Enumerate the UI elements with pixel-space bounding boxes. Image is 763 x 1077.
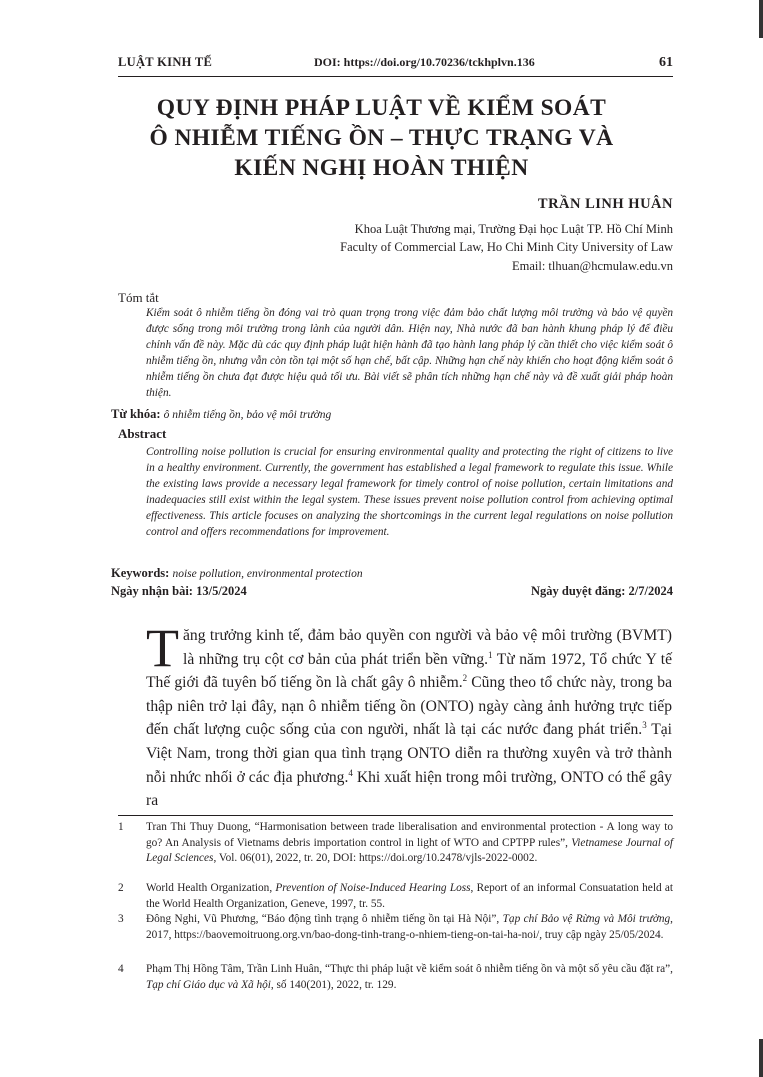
footnote-ref[interactable]: 3: [642, 720, 647, 731]
abstract-text: Controlling noise pollution is crucial for ensuring environmental quality and protecting the right of citizens to live in a healthy environment. Currently, the government has established a legal framework to regulate this issue. While the existing laws provide a necessary legal framework for timely control of noise pollution, certain limitations and inadequacies still exist within the legal system. These issues prevent noise pollution control from achieving optimal effectiveness. This article focuses on analyzing the shortcomings in the current legal regulations on noise pollution control and offers recommendations for improvement.: [146, 446, 673, 538]
summary-keywords: [111, 407, 331, 422]
body-text-segment: Tại Việt Nam, trong thời gian qua tình trạng ONTO diễn ra thường xuyên và trở thành nỗi nhức nhối ở các địa phương.: [146, 721, 672, 786]
page-number: 61: [659, 55, 673, 70]
footnote-source: Vietnamese Journal of Legal Sciences: [146, 836, 673, 864]
footnote-number: 1: [118, 821, 124, 833]
footnote: [118, 912, 673, 943]
title-line: QUY ĐỊNH PHÁP LUẬT VỀ KIỂM SOÁT: [156, 95, 607, 121]
header-rule: [118, 76, 673, 77]
abstract-heading: Abstract: [118, 426, 167, 441]
abstract-keywords: [111, 566, 363, 581]
keywords-vi: ô nhiễm tiếng ồn, bảo vệ môi trường: [163, 409, 332, 421]
journal-section: LUẬT KINH TẾ: [118, 55, 213, 69]
footnote-source: Tạp chí Bảo vệ Rừng và Môi trường: [502, 913, 671, 925]
keywords-label-en: Keywords:: [111, 566, 170, 580]
page-edge-mark: [759, 0, 763, 38]
footnote-ref[interactable]: 4: [348, 767, 353, 778]
doi[interactable]: DOI: https://doi.org/10.70236/tckhplvn.136: [314, 55, 535, 69]
footnote-number: 2: [118, 882, 124, 894]
footnote-text: , số 140(201), 2022, tr. 129.: [270, 978, 397, 991]
title-line: KIẾN NGHỊ HOÀN THIỆN: [234, 155, 529, 181]
body-paragraph: [146, 618, 672, 813]
body-text-segment: Khi xuất hiện trong môi trường, ONTO có thể gây ra: [146, 768, 672, 810]
footnote-ref[interactable]: 2: [462, 673, 468, 683]
received-date: Ngày nhận bài: 13/5/2024: [111, 584, 247, 598]
page-edge-mark: [759, 1039, 763, 1077]
footnote-text: Phạm Thị Hồng Tâm, Trần Linh Huân, “Thực thi pháp luật về kiểm soát ô nhiễm tiếng ồn và một số yêu cầu đặt ra”,: [146, 963, 673, 975]
footnote-number: 4: [118, 963, 124, 975]
body-text-segment: Cũng theo tổ chức này, trong ba thập niên trở lại đây, nạn ô nhiễm tiếng ồn (ONTO) ngày càng ảnh hưởng trực tiếp đến chất lượng cuộc sống của con người, nhất là tại các nước đang phát triển.: [146, 674, 672, 739]
author-name: TRẦN LINH HUÂN: [537, 196, 673, 212]
keywords-label-vi: Từ khóa:: [111, 407, 161, 421]
footnote: [118, 962, 673, 993]
footnote-text: , 2017, https://baovemoitruong.org.vn/bao-dong-tinh-trang-o-nhiem-tieng-on-tai-ha-noi/, truy cập ngày 25/05/2024.: [146, 913, 673, 941]
title-line: Ô NHIỄM TIẾNG ỒN – THỰC TRẠNG VÀ: [149, 125, 614, 151]
drop-cap: T: [146, 618, 179, 678]
body-text-segment: Từ năm 1972, Tổ chức Y tế Thế giới đã tuyên bố tiếng ồn là chất gây ô nhiễm.: [146, 650, 672, 692]
footnote-source: Prevention of Noise-Induced Hearing Loss: [275, 882, 471, 894]
footnote: [118, 881, 673, 912]
footnote-text: , Report of an informal Consuatation held at the World Health Organization, Geneve, 1997, tr. 55.: [146, 882, 673, 910]
footnote-text: Đông Nghi, Vũ Phương, “Báo động tình trạng ô nhiễm tiếng ồn tại Hà Nội”,: [146, 913, 503, 925]
summary-heading: Tóm tắt: [118, 290, 159, 305]
footnote-ref[interactable]: 1: [488, 649, 493, 660]
footnote: [118, 820, 673, 867]
body-text-segment: ăng trưởng kinh tế, đảm bảo quyền con người và bảo vệ môi trường (BVMT) là những trụ cột cơ bản của phát triển bền vững.: [183, 627, 672, 668]
keywords-en: noise pollution, environmental protection: [172, 568, 363, 580]
footnote-number: 3: [118, 913, 124, 925]
summary-text: Kiểm soát ô nhiễm tiếng ồn đóng vai trò quan trọng trong việc đảm bảo chất lượng môi trường và bảo vệ quyền được sống trong môi trường trong lành của người dân. Hiện nay, Nhà nước đã ban hành khung pháp lý để điều chỉnh vấn đề này. Mặc dù các quy định pháp luật hiện hành đã tạo hành lang pháp lý cần thiết cho việc kiểm soát ô nhiễm tiếng ồn, nhưng vẫn còn tồn tại một số hạn chế, bất cập. Những hạn chế này khiến cho hoạt động kiểm soát ô nhiễm tiếng ồn chưa đạt được hiệu quả tối ưu. Bài viết sẽ phân tích những hạn chế này và đề xuất giải pháp hoàn thiện.: [146, 307, 673, 399]
accepted-date: Ngày duyệt đăng: 2/7/2024: [530, 584, 673, 598]
author-email[interactable]: Email: tlhuan@hcmulaw.edu.vn: [511, 259, 673, 273]
footnote-rule: [118, 815, 673, 816]
article-title: [90, 93, 673, 183]
footnote-text: Tran Thi Thuy Duong, “Harmonisation between trade liberalisation and environmental protection - A long way to go? An Analysis of Vietnams debris importation control in light of WTO and CPTPP rules”,: [146, 821, 673, 849]
footnote-text: , Vol. 06(01), 2022, tr. 20, DOI: https://doi.org/10.2478/vjls-2022-0002.: [213, 852, 538, 864]
footnote-text: World Health Organization,: [146, 882, 276, 894]
running-header: [118, 55, 673, 73]
footnote-source: Tạp chí Giáo dục và Xã hội: [146, 978, 271, 991]
affiliation-en: Faculty of Commercial Law, Ho Chi Minh City University of Law: [340, 240, 673, 254]
affiliation-vi: Khoa Luật Thương mại, Trường Đại học Luật TP. Hồ Chí Minh: [354, 222, 673, 236]
